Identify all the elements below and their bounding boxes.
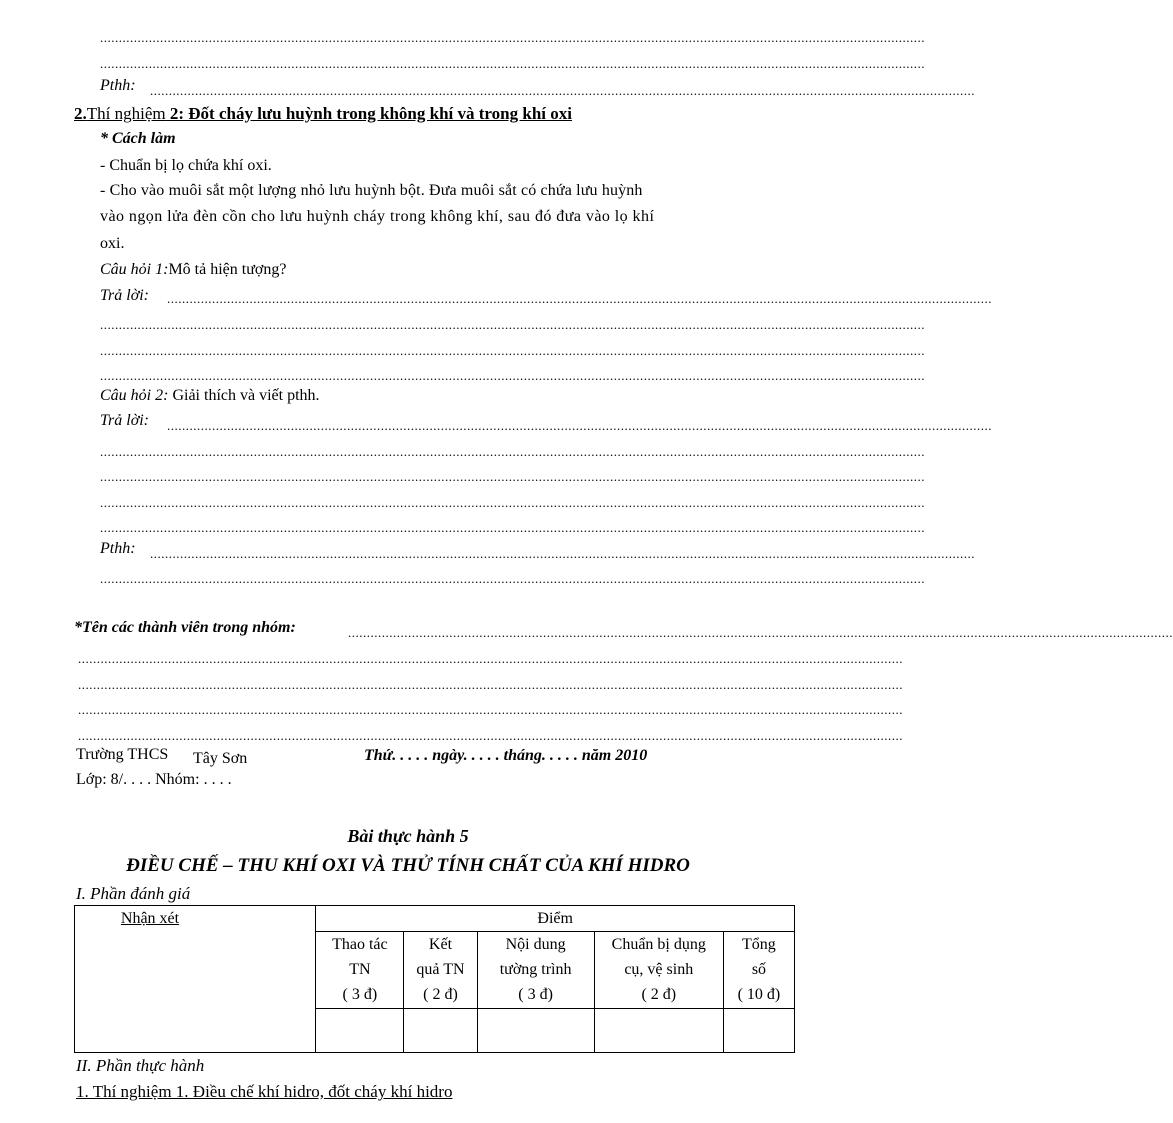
section-practice-heading: II. Phần thực hành (76, 1056, 205, 1075)
experiment-1-heading: 1. Thí nghiệm 1. Điều chế khí hidro, đốt cháy khí hidro (76, 1082, 453, 1101)
score-cell[interactable] (594, 1009, 723, 1053)
score-column-header: Chuẩn bị dụng cụ, vệ sinh ( 2 đ) (594, 932, 723, 1009)
score-column-header: Nội dung tường trình ( 3 đ) (477, 932, 594, 1009)
score-cell[interactable] (723, 1009, 794, 1053)
answer-label: Trả lời: (100, 412, 149, 429)
class-group-line: Lớp: 8/. . . . Nhóm: . . . . (76, 771, 232, 788)
answer-line: ............................................................................................................................................................................................................................ (167, 291, 992, 306)
members-line: ............................................................................................................................................................................................................................ (78, 728, 903, 743)
lab-title: Bài thực hành 5 (347, 826, 469, 846)
section-evaluation-heading: I. Phần đánh giá (76, 884, 191, 903)
answer-line: ............................................................................................................................................................................................................................ (100, 317, 925, 332)
answer-line: ............................................................................................................................................................................................................................ (100, 444, 925, 459)
pthh-line: ............................................................................................................................................................................................................................ (150, 83, 975, 98)
answer-line: ............................................................................................................................................................................................................................ (167, 418, 992, 433)
answer-line: ............................................................................................................................................................................................................................ (100, 30, 925, 45)
step-2-line-1: - Cho vào muôi sắt một lượng nhỏ lưu huỳnh bột. Đưa muôi sắt có chứa lưu huỳnh (100, 182, 643, 199)
answer-line: ............................................................................................................................................................................................................................ (100, 469, 925, 484)
members-line: ............................................................................................................................................................................................................................ (78, 702, 903, 717)
answer-line: ............................................................................................................................................................................................................................ (100, 495, 925, 510)
answer-line: ............................................................................................................................................................................................................................ (100, 368, 925, 383)
step-2-line-2: vào ngọn lửa đèn cồn cho lưu huỳnh cháy trong không khí, sau đó đưa vào lọ khí (100, 208, 655, 225)
score-cell[interactable] (404, 1009, 477, 1053)
pthh-label: Pthh: (100, 540, 136, 557)
score-cell[interactable] (316, 1009, 404, 1053)
members-line: ............................................................................................................................................................................................................................ (78, 651, 903, 666)
answer-line: ............................................................................................................................................................................................................................ (100, 571, 925, 586)
grading-table (74, 905, 795, 1053)
score-column-header: Tổng số ( 10 đ) (723, 932, 794, 1009)
score-column-header: Thao tác TN ( 3 đ) (316, 932, 404, 1009)
members-line: ............................................................................................................................................................................................................................ (348, 625, 1173, 640)
school-label: Trường THCS (76, 746, 169, 763)
lab-subtitle: ĐIỀU CHẾ – THU KHÍ OXI VÀ THỬ TÍNH CHẤT CỦA KHÍ HIDRO (126, 855, 690, 876)
score-cell[interactable] (477, 1009, 594, 1053)
step-2-line-3: oxi. (100, 235, 125, 252)
pthh-label: Pthh: (100, 77, 136, 94)
comment-cell (75, 906, 316, 1053)
question-1: Câu hỏi 1:Mô tả hiện tượng? (100, 261, 287, 278)
members-label: *Tên các thành viên trong nhóm: (74, 619, 296, 636)
date-line: Thứ. . . . . ngày. . . . . tháng. . . . . năm 2010 (364, 747, 648, 764)
members-line: ............................................................................................................................................................................................................................ (78, 677, 903, 692)
pthh-line: ............................................................................................................................................................................................................................ (150, 546, 975, 561)
comment-header: Nhận xét (120, 910, 180, 927)
question-2: Câu hỏi 2: Giải thích và viết pthh. (100, 387, 320, 404)
score-column-header: Kết quả TN ( 2 đ) (404, 932, 477, 1009)
answer-label: Trả lời: (100, 287, 149, 304)
experiment-2-heading: 2.Thí nghiệm 2: Đốt cháy lưu huỳnh trong không khí và trong khí oxi (74, 104, 572, 123)
step-1: - Chuẩn bị lọ chứa khí oxi. (100, 157, 272, 174)
method-label: * Cách làm (100, 130, 176, 147)
score-header: Điểm (316, 906, 795, 932)
answer-line: ............................................................................................................................................................................................................................ (100, 520, 925, 535)
answer-line: ............................................................................................................................................................................................................................ (100, 56, 925, 71)
answer-line: ............................................................................................................................................................................................................................ (100, 343, 925, 358)
school-name: Tây Sơn (193, 750, 248, 767)
